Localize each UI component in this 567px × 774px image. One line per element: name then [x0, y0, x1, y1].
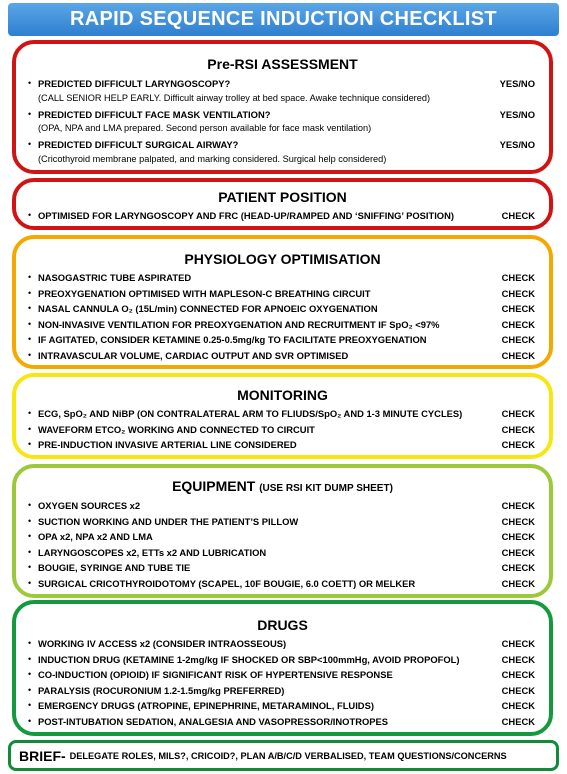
response: CHECK: [501, 562, 535, 573]
list-item: [28, 652, 537, 668]
monitoring-section: [12, 373, 553, 459]
equipment-subtitle: (USE RSI KIT DUMP SHEET): [259, 483, 393, 494]
section-title: PATIENT POSITION: [218, 189, 347, 205]
item-text: EMERGENCY DRUGS (ATROPINE, EPINEPHRINE, METARAMINOL, FLUIDS): [38, 700, 374, 711]
response: YES/NO: [499, 108, 535, 120]
response: CHECK: [501, 515, 535, 527]
list-item: [28, 208, 537, 224]
equipment-section: [12, 464, 553, 598]
item-text: PREDICTED DIFFICULT FACE MASK VENTILATION?: [38, 108, 271, 120]
item-text: WORKING IV ACCESS x2 (CONSIDER INTRAOSSEOUS): [38, 638, 287, 649]
list-item: [28, 514, 537, 530]
response: CHECK: [501, 700, 535, 711]
item-text: NASAL CANNULA O₂ (15L/min) CONNECTED FOR APNOEIC OXYGENATION: [38, 303, 378, 314]
response: CHECK: [501, 669, 535, 680]
list-item: [28, 76, 537, 105]
list-item: [28, 683, 537, 699]
list-item: [28, 498, 537, 514]
item-text: OXYGEN SOURCES x2: [38, 500, 141, 511]
item-note: (Cricothyroid membrane palpated, and marking considered. Surgical help considered): [38, 153, 387, 164]
item-note: (CALL SENIOR HELP EARLY. Difficult airway trolley at bed space. Awake technique considered): [38, 92, 431, 103]
pre-rsi-list: [28, 76, 537, 168]
response: CHECK: [501, 272, 535, 283]
monitoring-list: [28, 406, 537, 453]
response: CHECK: [501, 439, 535, 450]
section-title: MONITORING: [237, 387, 328, 403]
item-note: (OPA, NPA and LMA prepared. Second person available for face mask ventilation): [38, 123, 372, 133]
response: CHECK: [501, 577, 535, 589]
list-item: [28, 529, 537, 545]
list-item: [28, 636, 537, 652]
response: CHECK: [501, 408, 535, 419]
section-title: PHYSIOLOGY OPTIMISATION: [184, 251, 381, 267]
list-item: [28, 698, 537, 714]
list-item: [28, 576, 537, 592]
item-text: ECG, SpO₂ AND NiBP (ON CONTRALATERAL ARM TO FLIUDS/SpO₂ AND 1-3 MINUTE CYCLES): [38, 408, 463, 419]
brief-text: DELEGATE ROLES, MILS?, CRICOID?, PLAN A/B/C/D VERBALISED, TEAM QUESTIONS/CONCERNS: [69, 750, 507, 761]
response: CHECK: [501, 210, 535, 221]
item-text: SURGICAL CRICOTHYROIDOTOMY (SCAPEL, 10F BOUGIE, 6.0 COETT) OR MELKER: [38, 577, 416, 589]
list-item: [28, 332, 537, 348]
equipment-title: EQUIPMENT: [172, 478, 256, 494]
response: CHECK: [501, 349, 535, 361]
item-text: IF AGITATED, CONSIDER KETAMINE 0.25-0.5mg/kg TO FACILITATE PREOXYGENATION: [38, 334, 427, 345]
brief-bar: [8, 740, 559, 771]
brief-label: BRIEF-: [19, 747, 66, 764]
item-text: OPA x2, NPA x2 AND LMA: [38, 531, 153, 542]
pre-rsi-section: [12, 40, 553, 174]
response: CHECK: [501, 531, 535, 542]
section-title: [16, 478, 549, 494]
list-item: [28, 348, 537, 364]
response: YES/NO: [499, 139, 535, 150]
section-title: DRUGS: [257, 617, 308, 633]
response: CHECK: [501, 423, 535, 435]
list-item: [28, 437, 537, 453]
list-item: [28, 560, 537, 576]
item-text: SUCTION WORKING AND UNDER THE PATIENT’S PILLOW: [38, 515, 299, 527]
item-text: WAVEFORM ETCO₂ WORKING AND CONNECTED TO CIRCUIT: [38, 423, 315, 435]
item-text: POST-INTUBATION SEDATION, ANALGESIA AND VASOPRESSOR/INOTROPES: [38, 715, 389, 727]
physiology-list: [28, 270, 537, 363]
response: CHECK: [501, 318, 535, 330]
item-text: PREDICTED DIFFICULT LARYNGOSCOPY?: [38, 78, 231, 89]
response: CHECK: [501, 684, 535, 696]
response: CHECK: [501, 546, 535, 558]
item-text: INTRAVASCULAR VOLUME, CARDIAC OUTPUT AND SVR OPTIMISED: [38, 349, 349, 361]
item-text: OPTIMISED FOR LARYNGOSCOPY AND FRC (HEAD-UP/RAMPED AND ‘SNIFFING’ POSITION): [38, 210, 454, 221]
list-item: [28, 286, 537, 302]
response: CHECK: [501, 638, 535, 649]
list-item: [28, 270, 537, 286]
checklist-title: RAPID SEQUENCE INDUCTION CHECKLIST: [8, 3, 559, 36]
item-text: NASOGASTRIC TUBE ASPIRATED: [38, 272, 192, 283]
item-text: CO-INDUCTION (OPIOID) IF SIGNIFICANT RISK OF HYPERTENSIVE RESPONSE: [38, 669, 393, 680]
response: CHECK: [501, 334, 535, 345]
list-item: [28, 406, 537, 422]
list-item: [28, 317, 537, 333]
physiology-section: [12, 235, 553, 369]
item-text: PRE-INDUCTION INVASIVE ARTERIAL LINE CONSIDERED: [38, 439, 297, 450]
list-item: [28, 137, 537, 166]
item-text: INDUCTION DRUG (KETAMINE 1-2mg/kg IF SHOCKED OR SBP<100mmHg, AVOID PROPOFOL): [38, 653, 460, 665]
equipment-list: [28, 498, 537, 591]
list-item: [28, 422, 537, 438]
response: CHECK: [501, 653, 535, 665]
response: CHECK: [501, 500, 535, 511]
item-text: PREDICTED DIFFICULT SURGICAL AIRWAY?: [38, 139, 239, 150]
list-item: [28, 545, 537, 561]
item-text: NON-INVASIVE VENTILATION FOR PREOXYGENATION AND RECRUITMENT IF SpO₂ <97%: [38, 318, 440, 330]
list-item: [28, 714, 537, 730]
response: YES/NO: [499, 78, 535, 89]
patient-position-section: [12, 178, 553, 230]
response: CHECK: [501, 287, 535, 299]
response: CHECK: [501, 303, 535, 314]
item-text: LARYNGOSCOPES x2, ETTs x2 AND LUBRICATION: [38, 546, 267, 558]
position-list: [28, 208, 537, 224]
response: CHECK: [501, 715, 535, 727]
list-item: [28, 301, 537, 317]
item-text: PARALYSIS (ROCURONIUM 1.2-1.5mg/kg PREFERRED): [38, 684, 285, 696]
item-text: BOUGIE, SYRINGE AND TUBE TIE: [38, 562, 191, 573]
item-text: PREOXYGENATION OPTIMISED WITH MAPLESON-C BREATHING CIRCUIT: [38, 287, 371, 299]
drugs-list: [28, 636, 537, 729]
drugs-section: [12, 600, 553, 736]
section-title: Pre-RSI ASSESSMENT: [207, 56, 358, 72]
list-item: [28, 667, 537, 683]
list-item: [28, 107, 537, 136]
